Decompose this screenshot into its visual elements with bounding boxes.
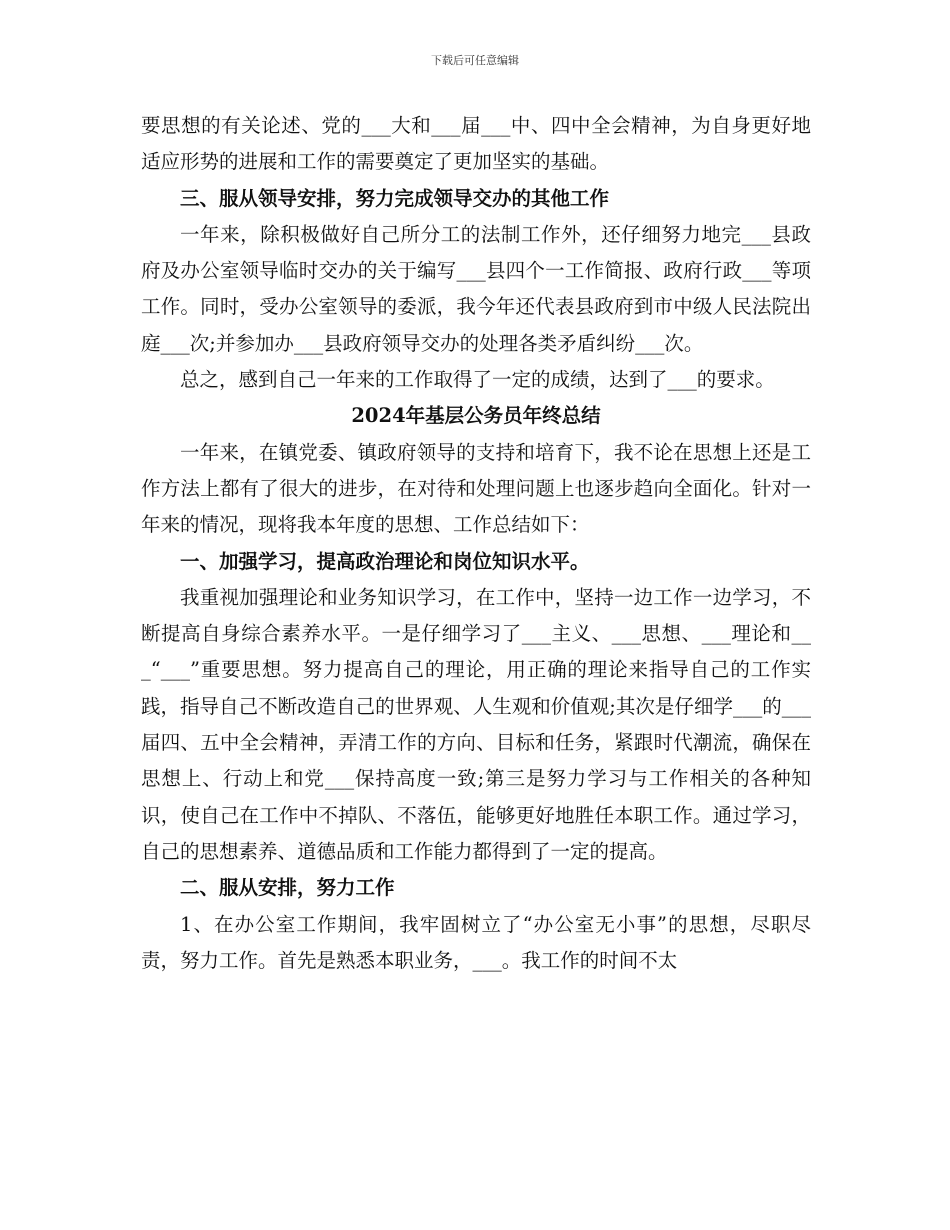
section-heading: 一、加强学习，提高政治理论和岗位知识水平。 (180, 549, 590, 573)
document-body (141, 108, 811, 979)
page-header: 下载后可任意编辑 (431, 54, 519, 67)
paragraph: 总之，感到自己一年来的工作取得了一定的成绩，达到了___的要求。 (180, 368, 775, 392)
paragraph: 一年来，在镇党委、镇政府领导的支持和培育下，我不论在思想上还是工作方法上都有了很大的进步，在对待和处理问题上也逐步趋向全面化。针对一年来的情况，现将我本年度的思想、工作总结如下： (141, 440, 811, 537)
section-heading: 二、服从安排，努力工作 (180, 876, 395, 900)
paragraph: 一年来，除积极做好自己所分工的法制工作外，还仔细努力地完___县政府及办公室领导临时交办的关于编写___县四个一工作简报、政府行政___等项工作。同时，受办公室领导的委派，我今年还代表县政府到市中级人民法院出庭___次;并参加办___县政府领导交办的处理各类矛盾纠纷___次。 (141, 222, 811, 355)
paragraph: 1、在办公室工作期间，我牢固树立了“办公室无小事”的思想，尽职尽责，努力工作。首先是熟悉本职业务，___。我工作的时间不太 (141, 912, 811, 972)
section-heading: 三、服从领导安排，努力完成领导交办的其他工作 (180, 186, 610, 210)
document-title: 2024年基层公务员年终总结 (351, 404, 601, 428)
paragraph: 我重视加强理论和业务知识学习，在工作中，坚持一边工作一边学习，不断提高自身综合素养水平。一是仔细学习了___主义、___思想、___理论和___“___”重要思想。努力提高自己的理论，用正确的理论来指导自己的工作实践，指导自己不断改造自己的世界观、人生观和价值观;其次是仔细学___的___届四、五中全会精神，弄清工作的方向、目标和任务，紧跟时代潮流，确保在思想上、行动上和党___保持高度一致;第三是努力学习与工作相关的各种知识，使自己在工作中不掉队、不落伍，能够更好地胜任本职工作。通过学习，自己的思想素养、道德品质和工作能力都得到了一定的提高。 (141, 585, 811, 863)
paragraph: 要思想的有关论述、党的___大和___届___中、四中全会精神，为自身更好地适应形势的进展和工作的需要奠定了更加坚实的基础。 (141, 114, 811, 174)
